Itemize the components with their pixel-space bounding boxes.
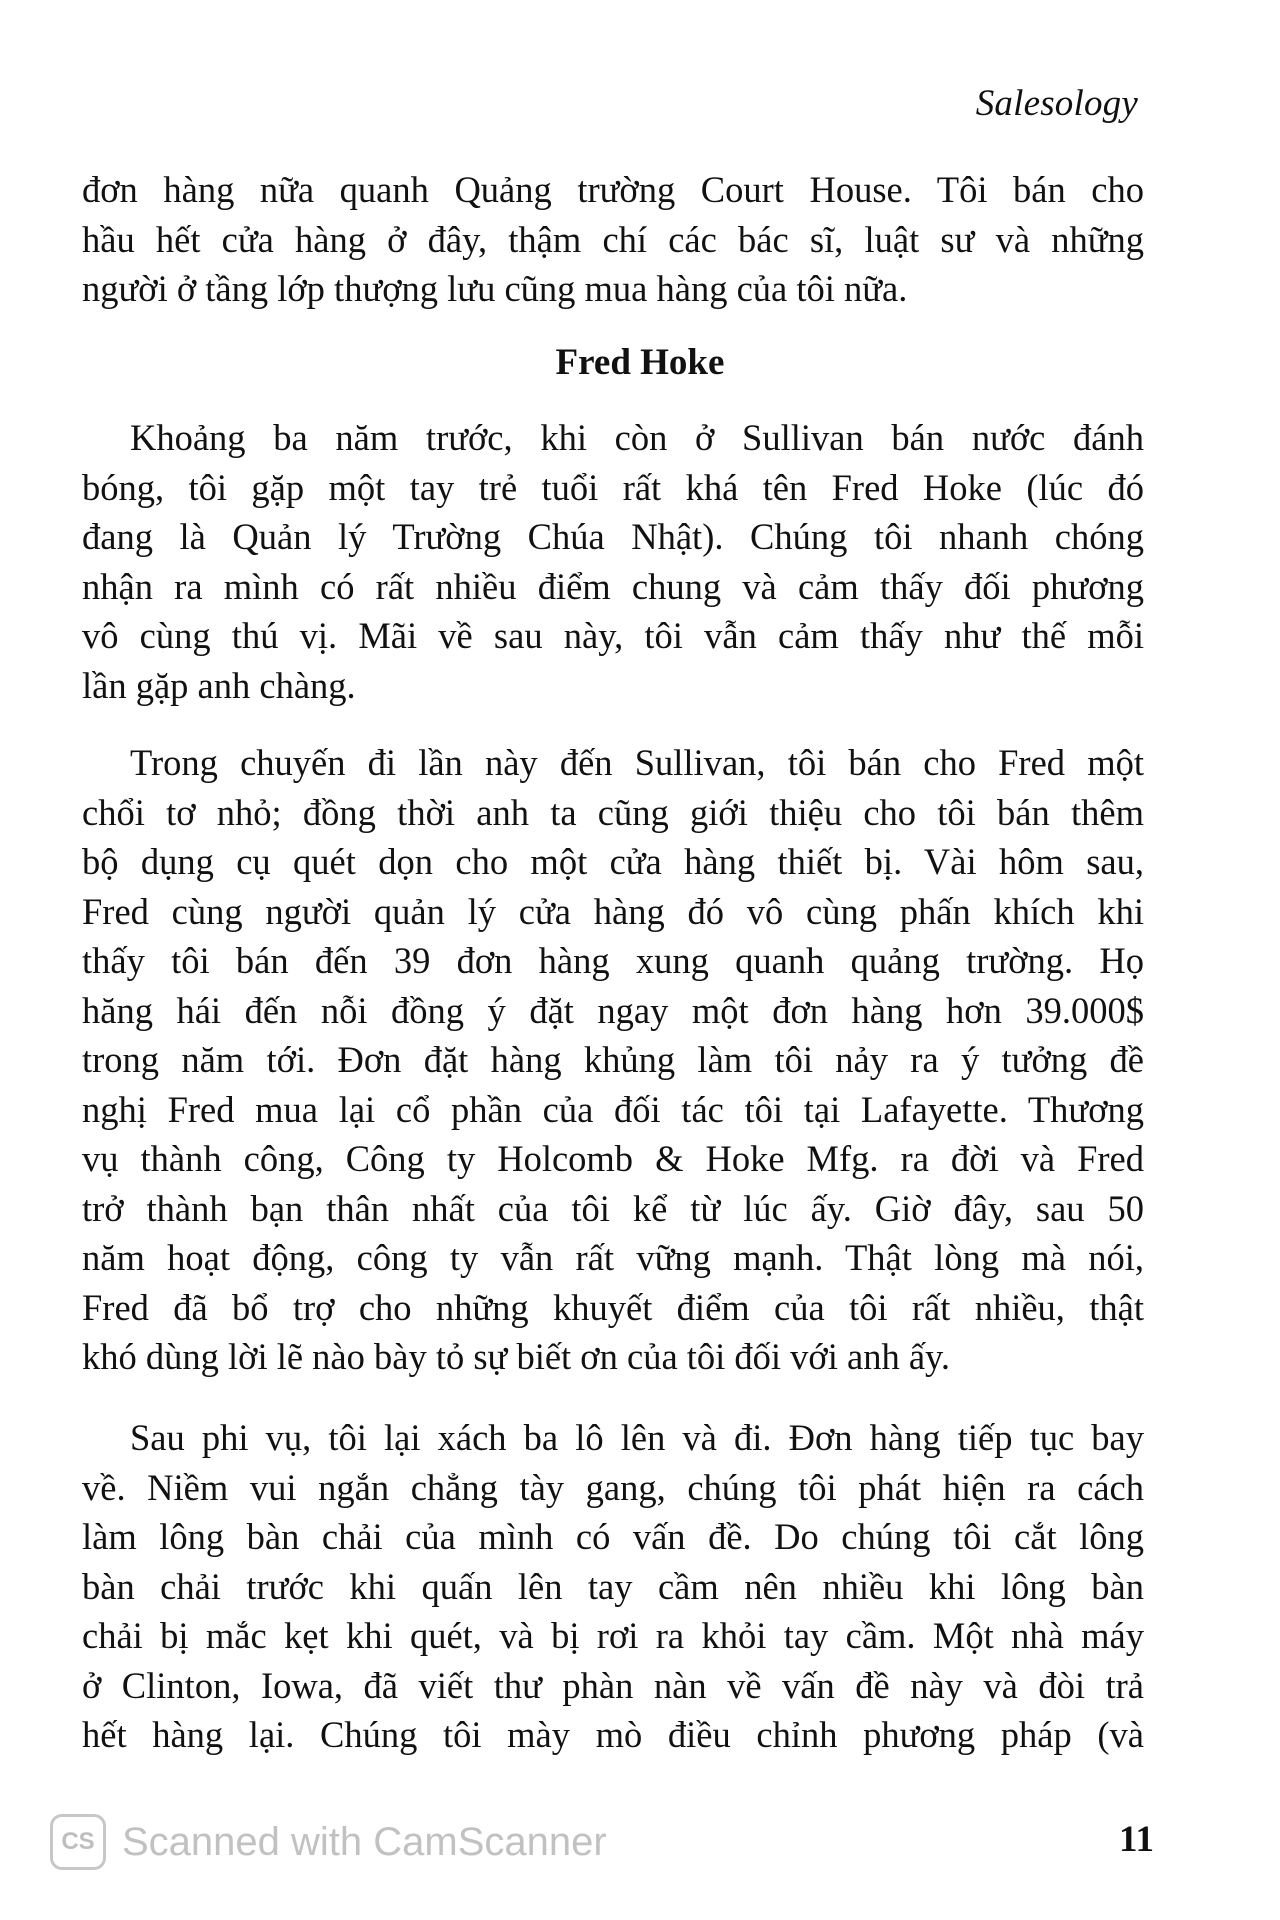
text-line: khó dùng lời lẽ nào bày tỏ sự biết ơn của tôi đối với anh ấy. xyxy=(82,1336,951,1377)
text-line: về. Niềm vui ngắn chẳng tày gang, chúng tôi phát hiện ra cách xyxy=(82,1466,1144,1508)
text-line: trong năm tới. Đơn đặt hàng khủng làm tôi nảy ra ý tưởng đề xyxy=(82,1039,1144,1080)
text-line: hăng hái đến nỗi đồng ý đặt ngay một đơn hàng hơn 39.000$ xyxy=(82,989,1144,1031)
text-line: hết hàng lại. Chúng tôi mày mò điều chỉnh phương pháp (và xyxy=(82,1714,1144,1755)
text-line: bộ dụng cụ quét dọn cho một cửa hàng thiết bị. Vài hôm sau, xyxy=(82,841,1144,882)
text-line: Khoảng ba năm trước, khi còn ở Sullivan bán nước đánh xyxy=(130,417,1144,458)
text-line: nghị Fred mua lại cổ phần của đối tác tôi tại Lafayette. Thương xyxy=(82,1088,1144,1130)
text-line: trở thành bạn thân nhất của tôi kể từ lúc ấy. Giờ đây, sau 50 xyxy=(82,1187,1144,1229)
text-line: làm lông bàn chải của mình có vấn đề. Do chúng tôi cắt lông xyxy=(82,1516,1144,1557)
text-line: Trong chuyến đi lần này đến Sullivan, tôi bán cho Fred một xyxy=(130,742,1144,783)
text-line: vô cùng thú vị. Mãi về sau này, tôi vẫn cảm thấy như thế mỗi xyxy=(82,615,1144,656)
text-line: Fred cùng người quản lý cửa hàng đó vô cùng phấn khích khi xyxy=(82,890,1144,932)
text-line: người ở tầng lớp thượng lưu cũng mua hàng của tôi nữa. xyxy=(82,268,908,309)
text-line: bóng, tôi gặp một tay trẻ tuổi rất khá tên Fred Hoke (lúc đó xyxy=(82,466,1144,508)
paragraph-2 xyxy=(82,413,1144,710)
text-line: bàn chải trước khi quấn lên tay cầm nên nhiều khi lông bàn xyxy=(82,1565,1144,1607)
text-line: năm hoạt động, công ty vẫn rất vững mạnh. Thật lòng mà nói, xyxy=(82,1237,1144,1278)
text-line: ở Clinton, Iowa, đã viết thư phàn nàn về vấn đề này và đòi trả xyxy=(82,1664,1144,1706)
camscanner-watermark xyxy=(50,1812,607,1872)
text-line: chải bị mắc kẹt khi quét, và bị rơi ra khỏi tay cầm. Một nhà máy xyxy=(82,1615,1144,1656)
paragraph-3 xyxy=(82,738,1144,1382)
running-header: Salesology xyxy=(975,83,1138,124)
camscanner-logo-icon: CS xyxy=(50,1814,106,1870)
text-line: đơn hàng nữa quanh Quảng trường Court House. Tôi bán cho xyxy=(82,169,1144,210)
text-line: Sau phi vụ, tôi lại xách ba lô lên và đi. Đơn hàng tiếp tục bay xyxy=(130,1417,1144,1458)
text-line: đang là Quản lý Trường Chúa Nhật). Chúng tôi nhanh chóng xyxy=(82,516,1144,557)
paragraph-4 xyxy=(82,1413,1144,1760)
text-line: vụ thành công, Công ty Holcomb & Hoke Mfg. ra đời và Fred xyxy=(82,1138,1144,1179)
watermark-text: Scanned with CamScanner xyxy=(122,1819,607,1864)
text-line: thấy tôi bán đến 39 đơn hàng xung quanh quảng trường. Họ xyxy=(82,940,1144,981)
page-number: 11 xyxy=(1119,1819,1154,1860)
paragraph-1 xyxy=(82,165,1144,314)
text-line: Fred đã bổ trợ cho những khuyết điểm của tôi rất nhiều, thật xyxy=(82,1286,1144,1328)
text-line: nhận ra mình có rất nhiều điểm chung và cảm thấy đối phương xyxy=(82,565,1144,607)
text-line: hầu hết cửa hàng ở đây, thậm chí các bác sĩ, luật sư và những xyxy=(82,218,1144,260)
section-heading: Fred Hoke xyxy=(555,342,725,383)
text-line: lần gặp anh chàng. xyxy=(82,664,356,706)
text-line: chổi tơ nhỏ; đồng thời anh ta cũng giới thiệu cho tôi bán thêm xyxy=(82,791,1144,833)
